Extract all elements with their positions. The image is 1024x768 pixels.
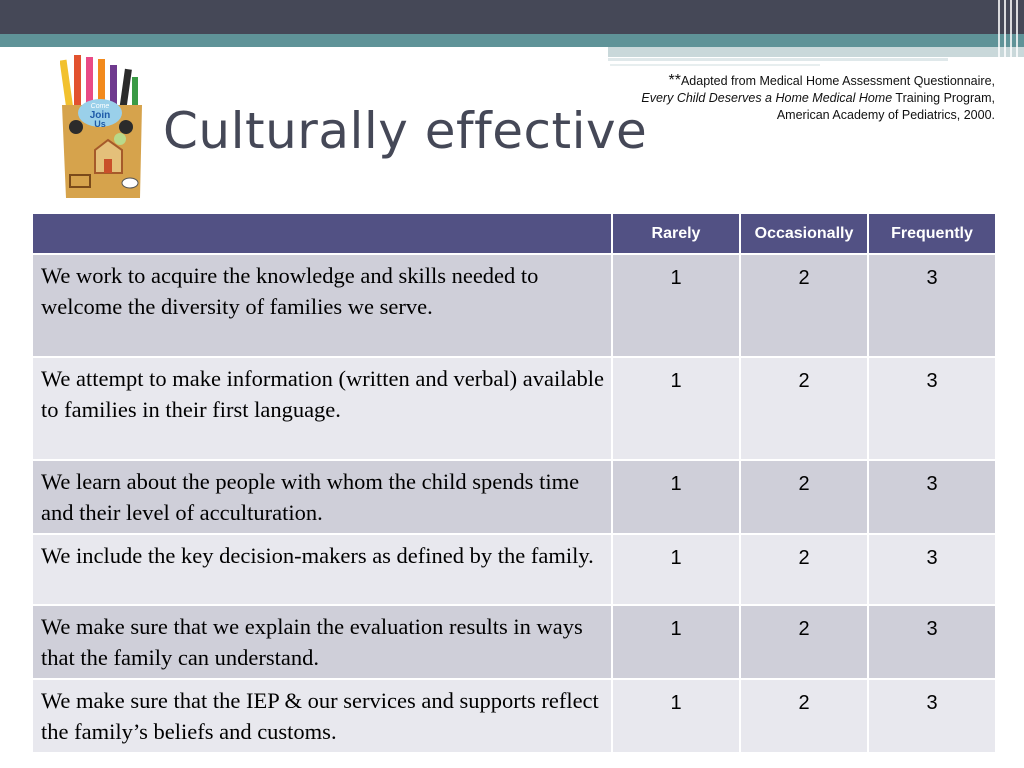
- rating-frequently: 3: [868, 605, 996, 679]
- row-statement: We include the key decision-makers as defined by the family.: [32, 534, 612, 605]
- come-join-us-logo: [60, 55, 144, 200]
- row-statement: We make sure that the IEP & our services and supports reflect the family’s beliefs and customs.: [32, 679, 612, 753]
- rating-frequently: 3: [868, 679, 996, 753]
- rating-rarely: 1: [612, 605, 740, 679]
- table-row: [32, 679, 996, 753]
- rating-occasionally: 2: [740, 534, 868, 605]
- accent-line-thin: [610, 64, 820, 66]
- rating-rarely: 1: [612, 679, 740, 753]
- top-bar: [0, 0, 1024, 34]
- header-rarely: Rarely: [612, 213, 740, 254]
- page-title: Culturally effective: [163, 102, 648, 160]
- row-statement: We work to acquire the knowledge and skills needed to welcome the diversity of families we serve.: [32, 254, 612, 357]
- rating-frequently: 3: [868, 534, 996, 605]
- citation-line1: Adapted from Medical Home Assessment Questionnaire,: [680, 74, 995, 88]
- rating-occasionally: 2: [740, 679, 868, 753]
- row-statement: We learn about the people with whom the child spends time and their level of acculturation.: [32, 460, 612, 534]
- rating-rarely: 1: [612, 534, 740, 605]
- citation-line2: Training Program,: [892, 91, 995, 105]
- rating-occasionally: 2: [740, 605, 868, 679]
- svg-text:Us: Us: [94, 119, 106, 129]
- table-header-row: [32, 213, 996, 254]
- rating-occasionally: 2: [740, 254, 868, 357]
- table-row: [32, 605, 996, 679]
- table-row: [32, 460, 996, 534]
- header-frequently: Frequently: [868, 213, 996, 254]
- citation: [565, 72, 995, 124]
- rating-frequently: 3: [868, 460, 996, 534]
- rating-frequently: 3: [868, 254, 996, 357]
- accent-line: [608, 58, 948, 61]
- rating-frequently: 3: [868, 357, 996, 460]
- decorative-stripes: [994, 0, 1024, 70]
- table-row: [32, 254, 996, 357]
- rating-occasionally: 2: [740, 357, 868, 460]
- rating-rarely: 1: [612, 357, 740, 460]
- svg-text:Come: Come: [90, 103, 110, 110]
- row-statement: We attempt to make information (written and verbal) available to families in their first language.: [32, 357, 612, 460]
- table-row: [32, 534, 996, 605]
- table-row: [32, 357, 996, 460]
- svg-text:Join: Join: [89, 110, 111, 121]
- accent-stripe: [608, 47, 1024, 57]
- citation-asterisks: **: [668, 72, 681, 89]
- rating-occasionally: 2: [740, 460, 868, 534]
- assessment-table: [31, 212, 997, 754]
- rating-rarely: 1: [612, 460, 740, 534]
- header-occasionally: Occasionally: [740, 213, 868, 254]
- header-statement: [32, 213, 612, 254]
- teal-accent-band: [0, 34, 1024, 47]
- citation-program-title: Every Child Deserves a Home Medical Home: [641, 91, 893, 105]
- citation-line3: American Academy of Pediatrics, 2000.: [776, 108, 995, 122]
- row-statement: We make sure that we explain the evaluation results in ways that the family can understand.: [32, 605, 612, 679]
- rating-rarely: 1: [612, 254, 740, 357]
